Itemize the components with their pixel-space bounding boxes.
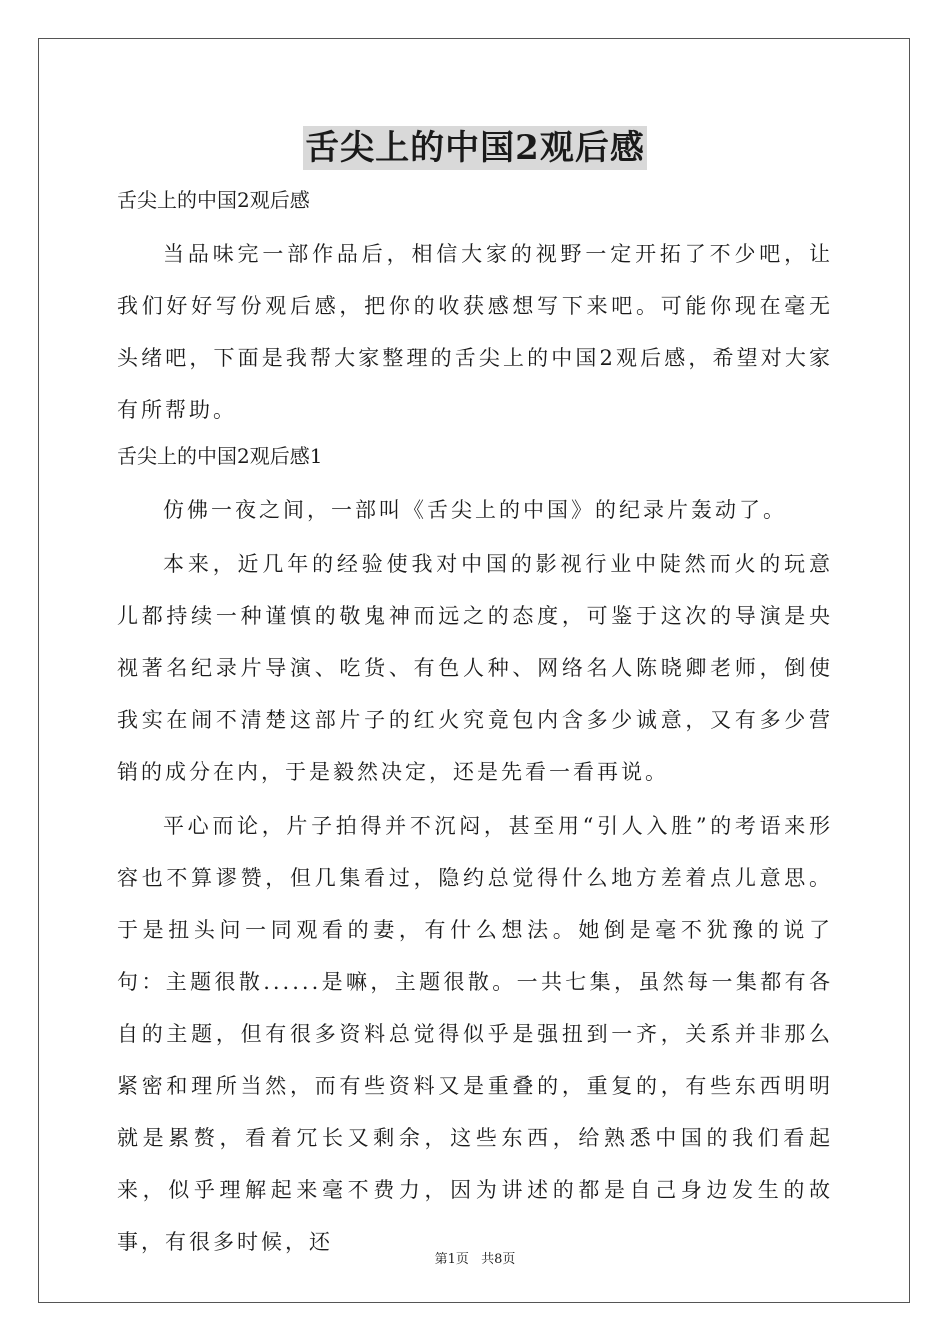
document-subtitle: 舌尖上的中国2观后感 [117, 188, 310, 212]
document-title: 舌尖上的中国2观后感 [305, 128, 645, 168]
section-heading: 舌尖上的中国2观后感1 [117, 444, 323, 468]
page-number: 第1页 [434, 1252, 469, 1267]
body-paragraph-3: 平心而论，片子拍得并不沉闷，甚至用“引人入胜”的考语来形容也不算谬赞，但几集看过，隐约总觉得什么地方差着点儿意思。于是扭头问一同观看的妻，有什么想法。她倒是毫不犹豫的说了句：主题很散......是嘛，主题很散。一共七集，虽然每一集都有各自的主题，但有很多资料总觉得似乎是强扭到一齐，关系并非那么紧密和理所当然，而有些资料又是重叠的，重复的，有些东西明明就是累赘，看着冗长又剩余，这些东西，给熟悉中国的我们看起来，似乎理解起来毫不费力，因为讲述的都是自己身边发生的故事，有很多时候，还 [117, 814, 833, 1254]
title-container [0, 126, 950, 170]
body-paragraph-2: 本来，近几年的经验使我对中国的影视行业中陡然而火的玩意儿都持续一种谨慎的敬鬼神而远之的态度，可鉴于这次的导演是央视著名纪录片导演、吃货、有色人种、网络名人陈晓卿老师，倒使我实在闹不清楚这部片子的红火究竟包内含多少诚意，又有多少营销的成分在内，于是毅然决定，还是先看一看再说。 [117, 552, 833, 784]
page-total: 共8页 [481, 1252, 516, 1267]
page-footer [0, 1248, 950, 1267]
document-body [117, 180, 833, 1268]
body-paragraph-1: 仿佛一夜之间，一部叫《舌尖上的中国》的纪录片轰动了。 [163, 498, 787, 522]
intro-paragraph: 当品味完一部作品后，相信大家的视野一定开拓了不少吧，让我们好好写份观后感，把你的收获感想写下来吧。可能你现在毫无头绪吧，下面是我帮大家整理的舌尖上的中国2观后感，希望对大家有所帮助。 [117, 242, 833, 422]
